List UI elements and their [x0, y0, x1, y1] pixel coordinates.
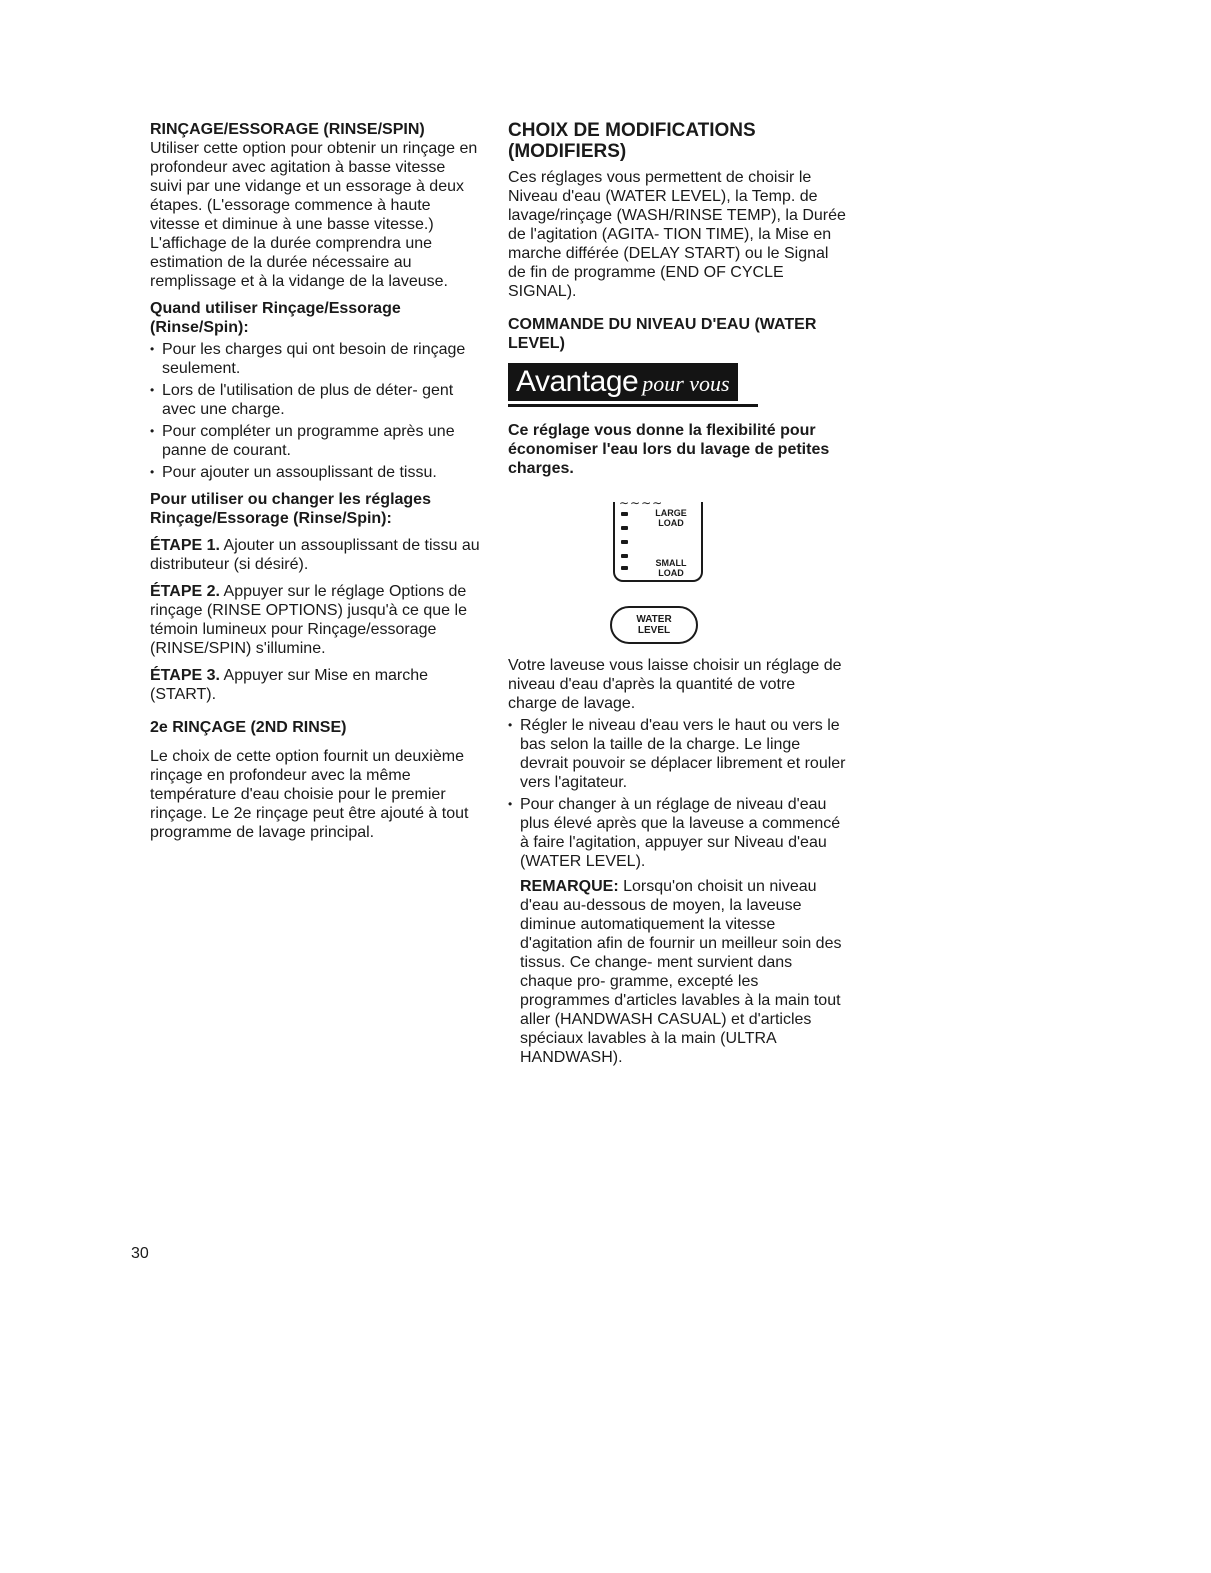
banner-italic-text: pour vous — [642, 371, 730, 396]
water-level-btn-line2: LEVEL — [637, 625, 671, 636]
section-heading-2nd-rinse: 2e RINÇAGE (2ND RINSE) — [150, 719, 347, 736]
right-column — [508, 120, 848, 1067]
large-load-label — [651, 508, 691, 528]
note — [508, 877, 848, 1067]
indicator-light — [621, 566, 628, 570]
water-level-diagram — [508, 496, 848, 656]
banner-main-text: Avantage — [516, 365, 639, 398]
how-to-use-heading: Pour utiliser ou changer les réglages Rinçage/Essorage (Rinse/Spin): — [150, 491, 431, 527]
note-text: Lorsqu'on choisit un niveau d'eau au-dessous de moyen, la laveuse diminue automatiquement la vitesse d'agitation afin de fournir un meilleur soin des tissus. Ce change- ment survient dans chaque pro- gramme, excepté les programmes d'articles lavables à la main tout aller (HANDWASH CASUAL) et d'articles spéciaux lavables à la main (ULTRA HANDWASH). — [520, 878, 842, 1066]
section-heading-modifiers: CHOIX DE MODIFICATIONS (MODIFIERS) — [508, 120, 756, 162]
water-level-button — [610, 606, 698, 644]
step-1 — [150, 536, 480, 574]
left-column — [150, 120, 480, 842]
rinse-spin-description: Utiliser cette option pour obtenir un rinçage en profondeur avec agitation à basse vitesse suivi par une vidange et un essorage à deux étapes. (L'essorage commence à haute vitesse et diminue à une basse vitesse.) L'affichage de la durée comprendra une estimation de la durée nécessaire au remplissage et à la vidange de la laveuse. — [150, 140, 478, 290]
small-load-label — [651, 558, 691, 578]
list-item: • Pour changer à un réglage de niveau d'eau plus élevé après que la laveuse a commencé à faire l'agitation, appuyer sur Niveau d'eau (WATER LEVEL). — [508, 795, 848, 871]
large-load-line2: LOAD — [658, 518, 684, 528]
2nd-rinse-description: Le choix de cette option fournit un deuxième rinçage en profondeur avec la même température d'eau choisie pour le premier rinçage. Le 2e rinçage peut être ajouté à tout programme de lavage principal. — [150, 748, 469, 841]
when-to-use-list — [150, 340, 480, 482]
step-3 — [150, 666, 480, 704]
water-level-list — [508, 716, 848, 871]
avantage-banner — [508, 363, 738, 401]
section-heading-water-level: COMMANDE DU NIVEAU D'EAU (WATER LEVEL) — [508, 316, 817, 352]
water-level-indicator-panel — [613, 502, 703, 582]
water-level-description: Votre laveuse vous laisse choisir un réglage de niveau d'eau d'après la quantité de votre charge de lavage. — [508, 657, 842, 712]
section-heading-rinse-spin: RINÇAGE/ESSORAGE (RINSE/SPIN) — [150, 121, 425, 138]
banner-underline — [508, 404, 758, 407]
list-item: • Pour ajouter un assouplissant de tissu. — [150, 463, 480, 482]
step-2 — [150, 582, 480, 658]
step-text: Ajouter un assouplissant de tissu au distributeur (si désiré). — [150, 537, 480, 573]
list-item: • Pour les charges qui ont besoin de rinçage seulement. — [150, 340, 480, 378]
list-item: • Régler le niveau d'eau vers le haut ou vers le bas selon la taille de la charge. Le linge devrait pouvoir se déplacer librement et rouler vers l'agitateur. — [508, 716, 848, 792]
indicator-light — [621, 554, 628, 558]
modifiers-description: Ces réglages vous permettent de choisir le Niveau d'eau (WATER LEVEL), la Temp. de lavage/rinçage (WASH/RINSE TEMP), la Durée de l'agitation (AGITA- TION TIME), la Mise en marche différée (DELAY START) ou le Signal de fin de programme (END OF CYCLE SIGNAL). — [508, 169, 846, 300]
large-load-line1: LARGE — [655, 508, 687, 518]
step-label: ÉTAPE 3. — [150, 667, 220, 684]
small-load-line1: SMALL — [655, 558, 687, 568]
indicator-light — [621, 526, 628, 530]
note-label: REMARQUE: — [520, 878, 619, 895]
when-to-use-heading: Quand utiliser Rinçage/Essorage (Rinse/Spin): — [150, 300, 401, 336]
small-load-line2: LOAD — [658, 568, 684, 578]
step-label: ÉTAPE 1. — [150, 537, 220, 554]
page-number: 30 — [131, 1245, 149, 1262]
step-label: ÉTAPE 2. — [150, 583, 220, 600]
wave-icon: ∼∼∼∼ — [619, 496, 664, 510]
step-text: Appuyer sur Mise en marche (START). — [150, 667, 429, 703]
list-item: • Lors de l'utilisation de plus de déter- gent avec une charge. — [150, 381, 480, 419]
indicator-light — [621, 512, 628, 516]
benefit-text: Ce réglage vous donne la flexibilité pour économiser l'eau lors du lavage de petites charges. — [508, 422, 830, 477]
indicator-light — [621, 540, 628, 544]
water-level-btn-line1: WATER — [636, 614, 672, 625]
step-text: Appuyer sur le réglage Options de rinçage (RINSE OPTIONS) jusqu'à ce que le témoin lumineux pour Rinçage/essorage (RINSE/SPIN) s'illumine. — [150, 583, 467, 657]
list-item: • Pour compléter un programme après une panne de courant. — [150, 422, 480, 460]
